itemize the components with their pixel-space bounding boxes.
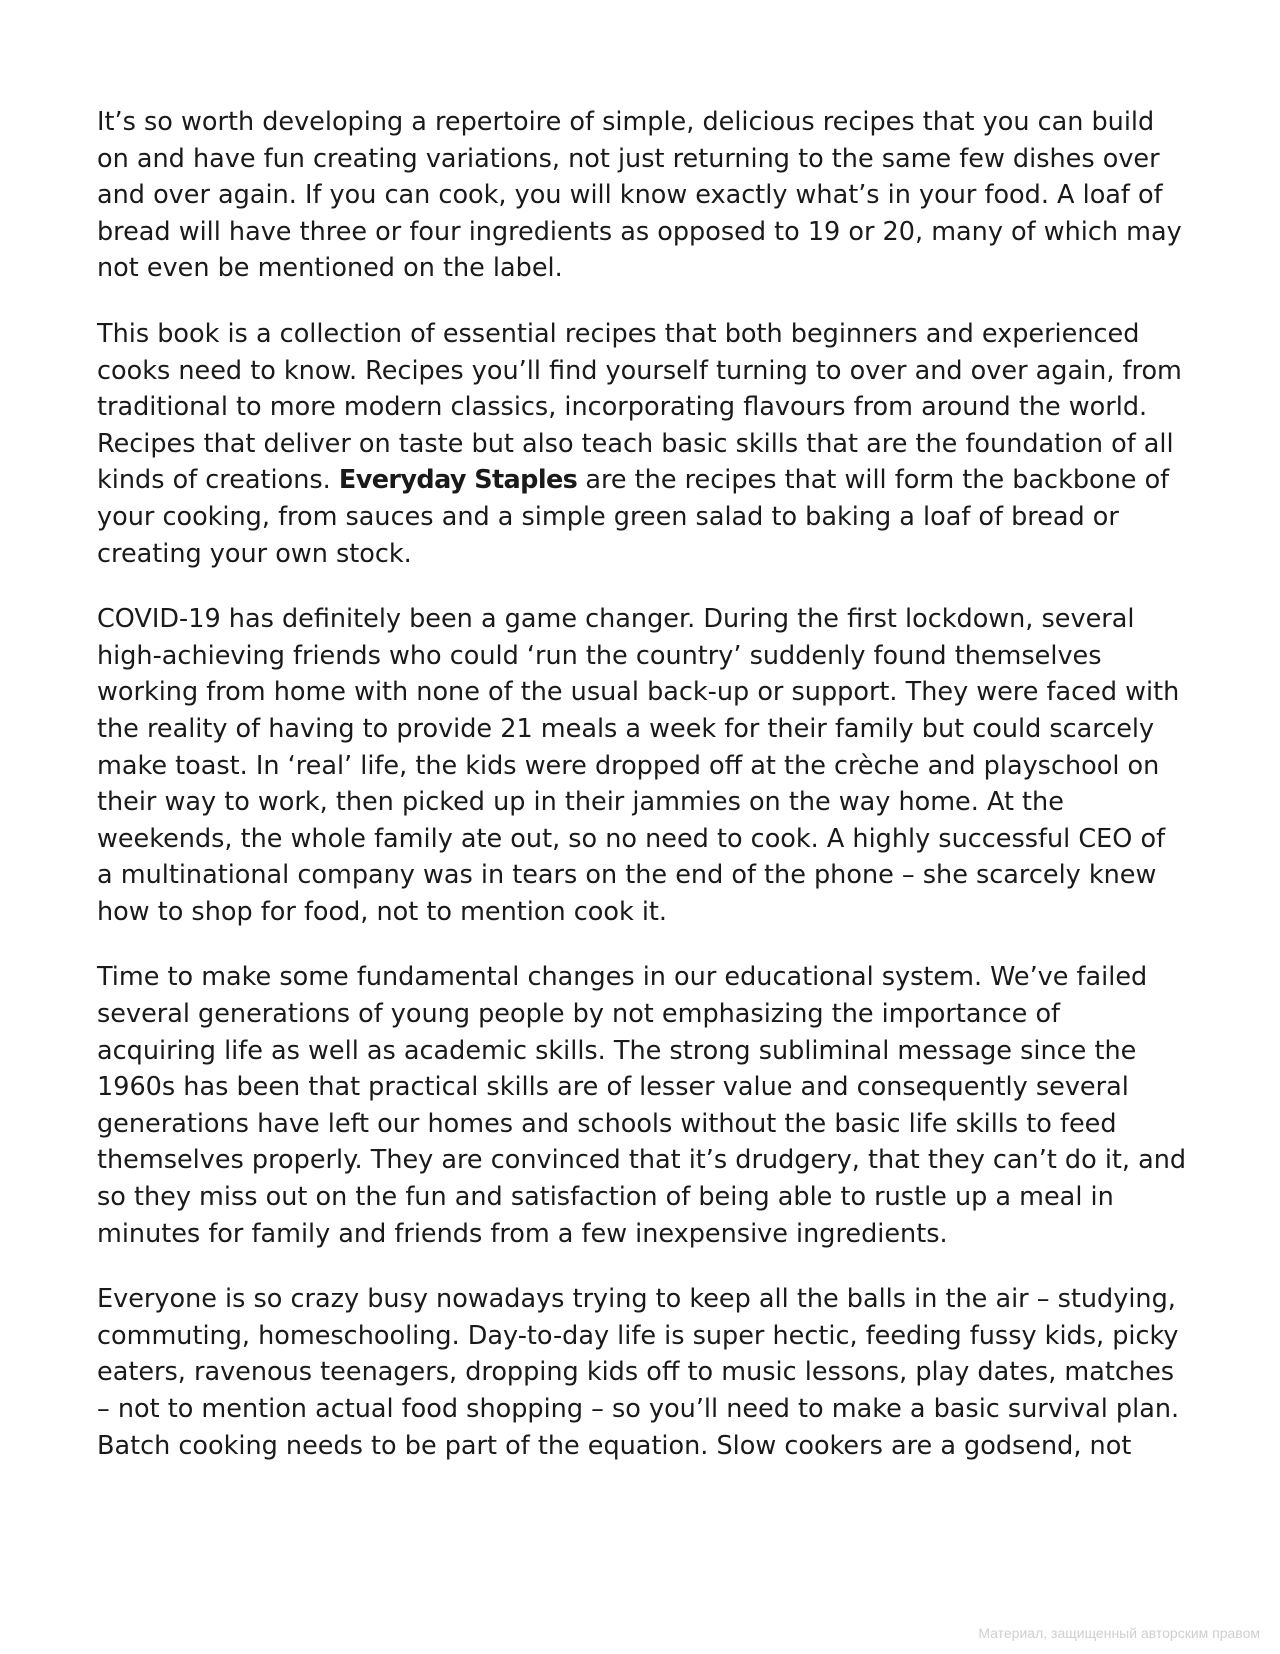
paragraph-collection-text-before: This book is a collection of essential recipes that both beginners and experienced cooks need to know. Recipes you’ll find yourself turning to over and over again, from traditional to more modern classics, incorporating flavours from around the world. Recipes that deliver on taste but also teach basic skills that are the foundation of all kinds of creations. [97, 318, 1182, 496]
body-text [97, 104, 1187, 1493]
paragraph-repertoire: It’s so worth developing a repertoire of simple, delicious recipes that you can build on and have fun creating variations, not just returning to the same few dishes over and over again. If you can cook, you will know exactly what’s in your food. A loaf of bread will have three or four ingredients as opposed to 19 or 20, many of which may not even be mentioned on the label. [97, 107, 1182, 284]
everyday-staples-term: Everyday Staples [338, 465, 578, 496]
paragraph-collection [97, 316, 1187, 572]
paragraph-busy: Everyone is so crazy busy nowadays trying to keep all the balls in the air – studying, commuting, homeschooling. Day-to-day life is super hectic, feeding fussy kids, picky eaters, ravenous teenagers, dropping kids off to music lessons, play dates, matches – not to mention actual food shopping – so you’ll need to make a basic survival plan. Batch cooking needs to be part of the equation. Slow cookers are a godsend, not [97, 1284, 1180, 1461]
copyright-watermark: Материал, защищенный авторским правом [978, 1625, 1260, 1641]
paragraph-collection-text-after: are the recipes that will form the backbone of your cooking, from sauces and a simple green salad to baking a loaf of bread or creating your own stock. [97, 465, 1170, 569]
paragraph-education: Time to make some fundamental changes in our educational system. We’ve failed several generations of young people by not emphasizing the importance of acquiring life as well as academic skills. The strong subliminal message since the 1960s has been that practical skills are of lesser value and consequently several generations have left our homes and schools without the basic life skills to feed themselves properly. They are convinced that it’s drudgery, that they can’t do it, and so they miss out on the fun and satisfaction of being able to rustle up a meal in minutes for family and friends from a few inexpensive ingredients. [97, 962, 1187, 1249]
paragraph-covid: COVID-19 has definitely been a game changer. During the first lockdown, several high-achieving friends who could ‘run the country’ suddenly found themselves working from home with none of the usual back-up or support. They were faced with the reality of having to provide 21 meals a week for their family but could scarcely make toast. In ‘real’ life, the kids were dropped off at the crèche and playschool on their way to work, then picked up in their jammies on the way home. At the weekends, the whole family ate out, so no need to cook. A highly successful CEO of a multinational company was in tears on the end of the phone – she scarcely knew how to shop for food, not to mention cook it. [97, 604, 1180, 927]
